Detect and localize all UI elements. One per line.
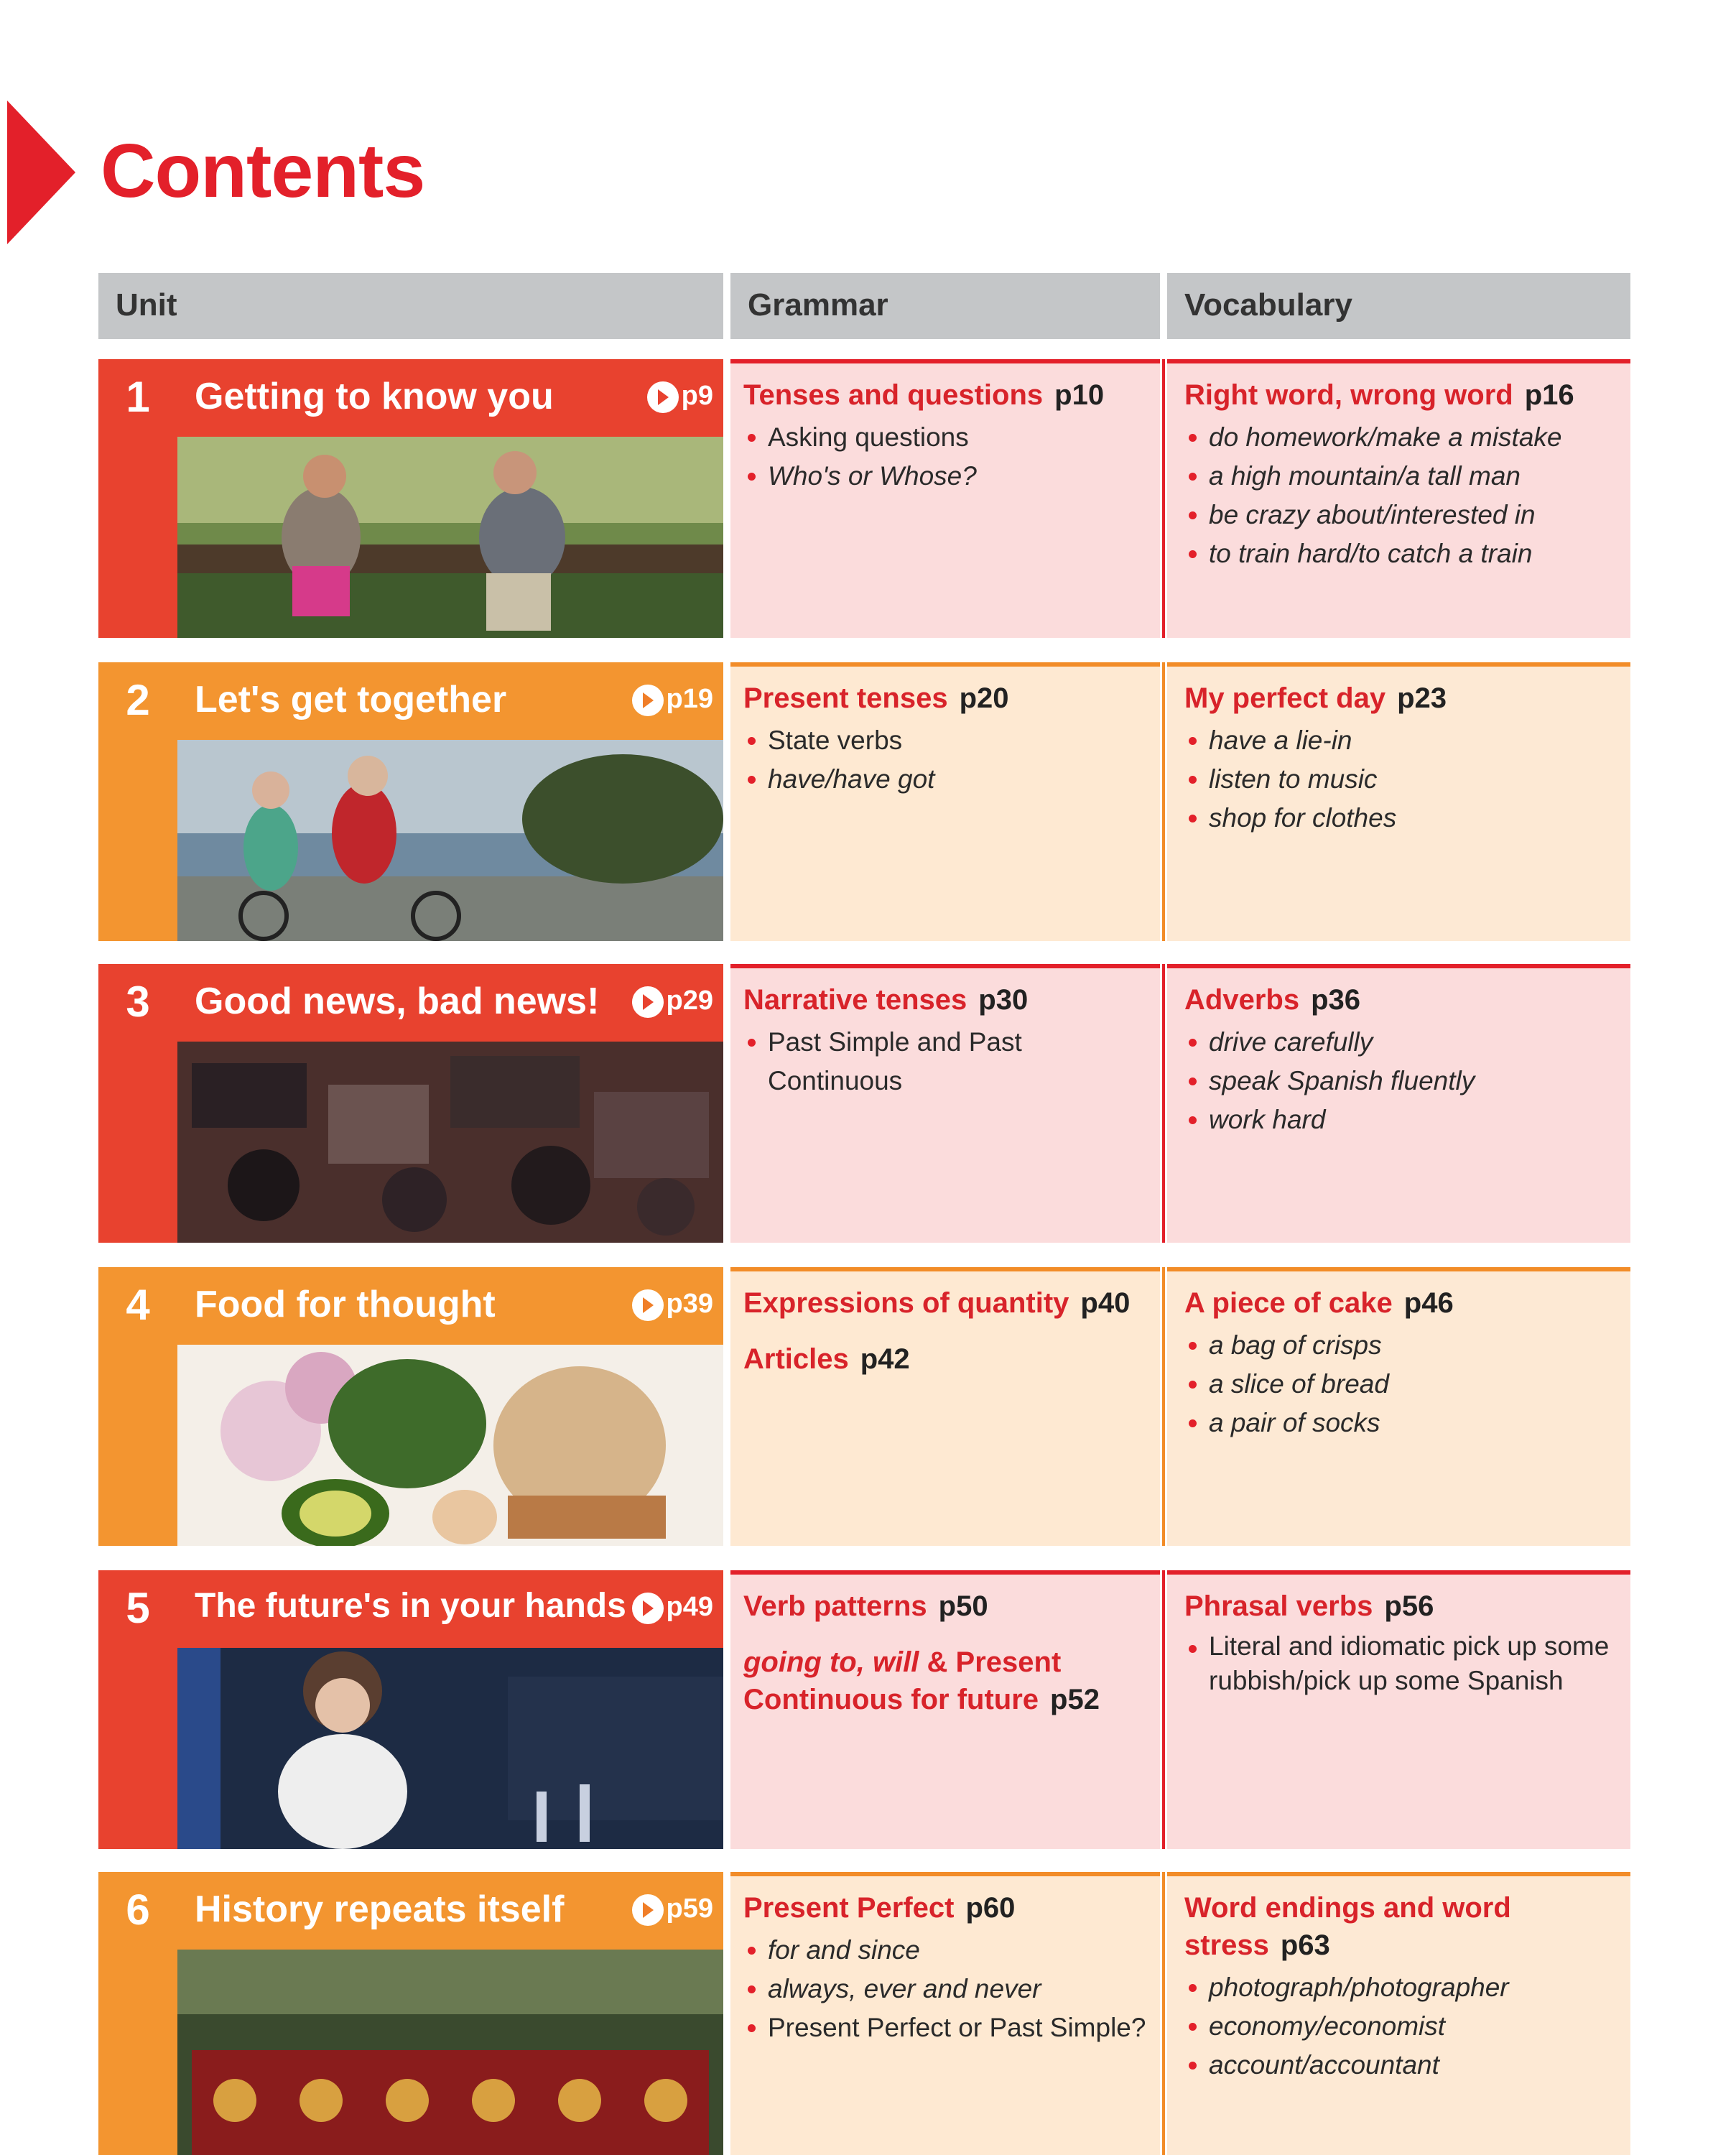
vocabulary-item: speak Spanish fluently xyxy=(1184,1062,1613,1100)
vocabulary-topic-label: A piece of cake xyxy=(1184,1287,1393,1319)
arrow-circle-icon xyxy=(632,1289,664,1321)
unit-title[interactable]: History repeats itself xyxy=(195,1888,565,1930)
grammar-topic-label: Present tenses xyxy=(743,682,948,714)
unit-number-bar xyxy=(98,1267,177,1546)
roman-soldiers-photo xyxy=(177,1950,723,2155)
vocabulary-page: p63 xyxy=(1280,1929,1330,1961)
vocabulary-item: a bag of crisps xyxy=(1184,1326,1613,1365)
unit-title[interactable]: Let's get together xyxy=(195,679,507,720)
vocabulary-topic[interactable] xyxy=(1184,1889,1613,1964)
grammar-topic-label: Tenses and questions xyxy=(743,379,1044,411)
grammar-topic[interactable] xyxy=(743,1340,1147,1378)
unit-title[interactable]: Food for thought xyxy=(195,1284,496,1325)
unit-title-band xyxy=(177,1570,723,1648)
page-ref-label: p29 xyxy=(666,986,713,1016)
page-ref-label: p19 xyxy=(666,684,713,714)
unit-title-band xyxy=(177,359,723,437)
grammar-topic-label: Articles xyxy=(743,1343,849,1375)
vocabulary-topic-label: Word endings and word stress xyxy=(1184,1892,1511,1961)
vocabulary-item: a high mountain/a tall man xyxy=(1184,457,1613,496)
unit-number-bar xyxy=(98,359,177,638)
grammar-cell xyxy=(730,1570,1160,1849)
grammar-page: p52 xyxy=(1050,1684,1100,1715)
unit-page-ref[interactable] xyxy=(632,1592,713,1624)
unit-row-3[interactable] xyxy=(98,964,1630,1243)
unit-title-band xyxy=(177,1267,723,1345)
vocabulary-item: work hard xyxy=(1184,1100,1613,1139)
column-divider xyxy=(1160,1570,1167,1849)
vocabulary-page: p23 xyxy=(1397,682,1447,714)
vocabulary-item: listen to music xyxy=(1184,760,1613,799)
grammar-cell xyxy=(730,1872,1160,2155)
column-divider xyxy=(1160,1872,1167,2155)
unit-title[interactable]: Good news, bad news! xyxy=(195,981,600,1022)
unit-title-band xyxy=(177,964,723,1042)
grammar-page: p40 xyxy=(1080,1287,1131,1319)
people-on-bench-photo xyxy=(177,437,723,638)
vocabulary-topic[interactable] xyxy=(1184,680,1613,717)
page-ref-label: p39 xyxy=(666,1289,713,1319)
vocabulary-page: p36 xyxy=(1311,984,1360,1016)
grammar-topic[interactable] xyxy=(743,1284,1147,1322)
grammar-topic[interactable] xyxy=(743,1644,1147,1718)
vocabulary-item: shop for clothes xyxy=(1184,799,1613,838)
unit-page-ref[interactable] xyxy=(632,1894,713,1926)
header-grammar xyxy=(730,273,1160,339)
unit-number: 2 xyxy=(126,676,150,724)
grammar-item: State verbs xyxy=(743,721,1147,760)
arrow-circle-icon xyxy=(632,685,664,716)
vocabulary-topic-label: Right word, wrong word xyxy=(1184,379,1513,411)
vocabulary-topic-label: Phrasal verbs xyxy=(1184,1590,1373,1622)
grammar-page: p10 xyxy=(1054,379,1105,411)
grammar-topic[interactable] xyxy=(743,1889,1147,1927)
grammar-cell xyxy=(730,359,1160,638)
unit-number-bar xyxy=(98,1872,177,2155)
grammar-topic[interactable] xyxy=(743,680,1147,717)
grammar-item: Who's or Whose? xyxy=(743,457,1147,496)
unit-number: 3 xyxy=(126,978,150,1026)
header-unit-label: Unit xyxy=(116,287,177,323)
vocabulary-item: a pair of socks xyxy=(1184,1404,1613,1442)
grammar-topic[interactable] xyxy=(743,981,1147,1019)
unit-page-ref[interactable] xyxy=(647,381,713,413)
page-heading xyxy=(0,101,575,251)
grammar-page: p42 xyxy=(860,1343,910,1375)
arrow-circle-icon xyxy=(647,381,679,413)
vocabulary-cell xyxy=(1167,1570,1630,1849)
unit-title[interactable]: The future's in your hands xyxy=(195,1587,626,1625)
vocabulary-item: have a lie-in xyxy=(1184,721,1613,760)
grammar-topic-label: Present Perfect xyxy=(743,1892,955,1924)
grammar-topic-label: Narrative tenses xyxy=(743,984,967,1016)
grammar-item: Past Simple and Past Continuous xyxy=(743,1023,1147,1100)
unit-row-1[interactable] xyxy=(98,359,1630,638)
unit-page-ref[interactable] xyxy=(632,1289,713,1321)
grammar-item: have/have got xyxy=(743,760,1147,799)
arrow-circle-icon xyxy=(632,1894,664,1926)
page-ref-label: p9 xyxy=(681,381,713,411)
unit-title[interactable]: Getting to know you xyxy=(195,376,554,417)
grammar-topic-label: Verb patterns xyxy=(743,1590,927,1622)
vocabulary-page: p46 xyxy=(1403,1287,1454,1319)
header-vocabulary-label: Vocabulary xyxy=(1184,287,1352,323)
grammar-topic-label: Expressions of quantity xyxy=(743,1287,1069,1319)
vocabulary-item: account/accountant xyxy=(1184,2046,1613,2085)
vocabulary-item: photograph/photographer xyxy=(1184,1968,1613,2007)
unit-number: 1 xyxy=(126,373,150,421)
unit-number: 6 xyxy=(126,1886,150,1934)
vocabulary-page: p56 xyxy=(1384,1590,1434,1622)
grammar-cell xyxy=(730,1267,1160,1546)
grammar-page: p30 xyxy=(978,984,1029,1016)
unit-row-4[interactable] xyxy=(98,1267,1630,1546)
vocabulary-item: economy/economist xyxy=(1184,2007,1613,2046)
column-divider xyxy=(1160,964,1167,1243)
grammar-item: Asking questions xyxy=(743,418,1147,457)
unit-row-2[interactable] xyxy=(98,662,1630,941)
unit-row-5[interactable] xyxy=(98,1570,1630,1849)
grammar-page: p20 xyxy=(959,682,1009,714)
grammar-topic[interactable] xyxy=(743,376,1147,414)
couple-on-tandem-bike-photo xyxy=(177,740,723,941)
unit-number: 4 xyxy=(126,1281,150,1329)
grammar-topic[interactable] xyxy=(743,1588,1147,1625)
arrow-circle-icon xyxy=(632,986,664,1018)
vocabulary-item: do homework/make a mistake xyxy=(1184,418,1613,457)
old-cameras-photo xyxy=(177,1042,723,1243)
unit-number-bar xyxy=(98,1570,177,1849)
unit-title-band xyxy=(177,1872,723,1950)
vocabulary-item: to train hard/to catch a train xyxy=(1184,534,1613,573)
vocabulary-item: be crazy about/interested in xyxy=(1184,496,1613,534)
unit-number: 5 xyxy=(126,1584,150,1632)
table-header xyxy=(98,273,1630,339)
vocabulary-topic[interactable] xyxy=(1184,1588,1613,1625)
unit-number-bar xyxy=(98,964,177,1243)
vocabulary-topic[interactable] xyxy=(1184,1284,1613,1322)
vocabulary-topic-label: My perfect day xyxy=(1184,682,1386,714)
arrow-circle-icon xyxy=(632,1593,664,1624)
grammar-item: always, ever and never xyxy=(743,1970,1147,2008)
grammar-topic-italic: going to, will xyxy=(743,1646,919,1678)
header-grammar-label: Grammar xyxy=(748,287,888,323)
vocabulary-cell xyxy=(1167,662,1630,941)
column-divider xyxy=(1160,1267,1167,1546)
grammar-page: p60 xyxy=(965,1892,1016,1924)
column-divider xyxy=(1160,662,1167,941)
page-ref-label: p59 xyxy=(666,1894,713,1924)
grammar-cell xyxy=(730,964,1160,1243)
unit-title-band xyxy=(177,662,723,740)
grammar-page: p50 xyxy=(938,1590,988,1622)
vocabulary-cell xyxy=(1167,1872,1630,2155)
unit-row-6[interactable] xyxy=(98,1872,1630,2155)
page-ref-label: p49 xyxy=(666,1592,713,1622)
grammar-cell xyxy=(730,662,1160,941)
vegetables-photo xyxy=(177,1345,723,1546)
page-title: Contents xyxy=(101,129,425,213)
unit-number-bar xyxy=(98,662,177,941)
grammar-item: Present Perfect or Past Simple? xyxy=(743,2008,1147,2047)
grammar-topic-label: & Present Continuous for future xyxy=(743,1646,1062,1715)
child-scientist-photo xyxy=(177,1648,723,1849)
vocabulary-topic-label: Adverbs xyxy=(1184,984,1300,1016)
vocabulary-cell xyxy=(1167,1267,1630,1546)
vocabulary-cell xyxy=(1167,964,1630,1243)
vocabulary-page: p16 xyxy=(1524,379,1574,411)
header-unit xyxy=(98,273,723,339)
unit-page-ref[interactable] xyxy=(632,684,713,716)
vocabulary-item: a slice of bread xyxy=(1184,1365,1613,1404)
column-divider xyxy=(1160,359,1167,638)
unit-page-ref[interactable] xyxy=(632,986,713,1018)
vocabulary-topic[interactable] xyxy=(1184,981,1613,1019)
red-arrow-icon xyxy=(7,101,75,244)
header-vocabulary xyxy=(1167,273,1630,339)
vocabulary-item: drive carefully xyxy=(1184,1023,1613,1062)
vocabulary-topic[interactable] xyxy=(1184,376,1613,414)
grammar-item: for and since xyxy=(743,1931,1147,1970)
vocabulary-item: Literal and idiomatic pick up some rubbish/pick up some Spanish xyxy=(1184,1629,1613,1698)
vocabulary-cell xyxy=(1167,359,1630,638)
